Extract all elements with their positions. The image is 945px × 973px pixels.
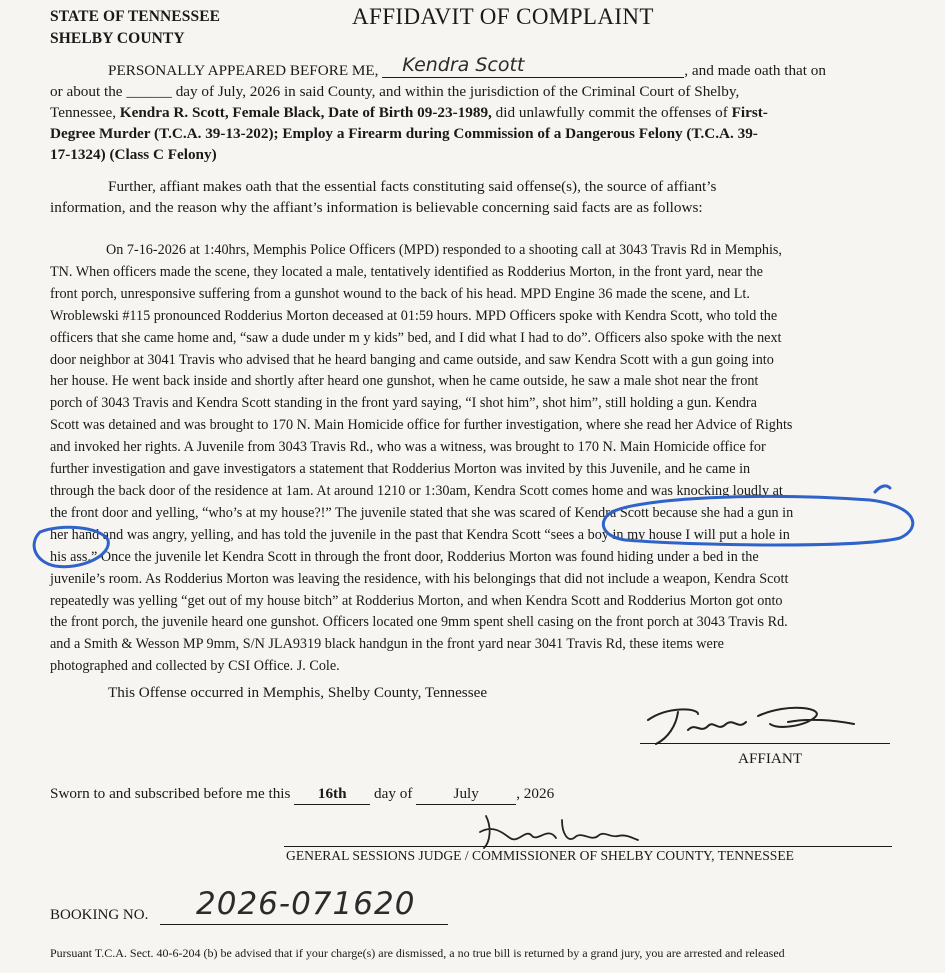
facts-line: repeatedly was yelling “get out of my house bitch” at Rodderius Morton, and when Kendra Scott and Rodderius Morton got onto [50,592,783,609]
date-jurisdiction-line: or about the ______ day of July, 2026 in said County, and within the jurisdiction of the Criminal Court of Shelby, [50,83,740,100]
appearance-suffix: , and made oath that on [684,62,826,79]
defendant-suffix: did unlawfully commit the offenses of [495,104,728,121]
facts-line: the front porch, the juvenile heard one gunshot. Officers located one 9mm spent shell casing on the front porch at 3043 Travis Rd. [50,614,788,631]
defendant-prefix: Tennessee, [50,104,116,121]
affiant-signature-line [640,743,890,744]
pen-circle-end [34,527,108,566]
facts-line: officers that she came home and, “saw a dude under m y kids” bed, and I did what I had to do”. Officers also spoke with the next [50,329,782,346]
facts-line: front porch, unresponsive suffering from a gunshot wound to the back of his head. MPD Engine 36 made the scene, and Lt. [50,285,750,302]
facts-line: her house. He went back inside and shortly after heard one gunshot, when he came outside, he saw a male shot near the front [50,373,759,390]
sworn-year: , 2026 [516,785,555,802]
facts-line: photographed and collected by CSI Office. J. Cole. [50,658,340,675]
offense-location: This Offense occurred in Memphis, Shelby County, Tennessee [108,684,488,701]
facts-line: and a Smith & Wesson MP 9mm, S/N JLA9319 black handgun in the front yard near 3041 Travis Rd, these items were [50,636,724,653]
facts-line: further investigation and gave investigators a statement that Rodderius Morton was invited by this Juvenile, and he came in [50,461,751,478]
facts-line: On 7-16-2026 at 1:40hrs, Memphis Police Officers (MPD) responded to a shooting call at 3043 Travis Rd in Memphis, [106,242,782,258]
felony-class: (Class C Felony) [109,146,217,163]
sworn-month: July [416,783,516,805]
booking-label: BOOKING NO. [50,907,149,923]
pen-circle-quote [603,496,913,545]
affiant-label: AFFIANT [738,750,803,767]
facts-line: through the back door of the residence at 1am. At around 1210 or 1:30am, Kendra Scott comes home and was knocking loudly at [50,482,783,499]
facts-line: door neighbor at 3041 Travis who advised that he heard banging and came outside, and saw Kendra Scott with a gun going into [50,351,774,368]
facts-line: his ass.” Once the juvenile let Kendra Scott in through the front door, Rodderius Morton was found hiding under a bed in the [50,548,759,565]
oath-line-1: Further, affiant makes oath that the essential facts constituting said offense(s), the source of affiant’s [108,178,717,195]
judge-signature-line [284,846,892,847]
sworn-line [50,783,554,805]
sworn-prefix: Sworn to and subscribed before me this [50,785,291,802]
appearance-prefix: PERSONALLY APPEARED BEFORE ME, [108,62,379,79]
facts-line: her hand and was angry, yelling, and has told the juvenile in the past that Kendra Scott “sees a boy in my house I will put a hole in [50,526,790,543]
charge-start: First- [731,104,768,121]
document-title: AFFIDAVIT OF COMPLAINT [352,4,654,29]
county-label: SHELBY COUNTY [50,30,185,47]
booking-number-handwritten: 2026-071620 [196,886,416,922]
affiant-name-handwritten: Kendra Scott [402,54,525,76]
charge-statute: 17-1324) [50,146,106,163]
facts-line: Wroblewski #115 pronounced Rodderius Morton deceased at 01:59 hours. MPD Officers spoke with Kendra Scott, who told the [50,307,778,324]
facts-line: juvenile’s room. As Rodderius Morton was leaving the residence, with his belongings that did not include a weapon, Kendra Scott [50,570,789,587]
pen-mark-tick [875,486,890,492]
facts-line: porch of 3043 Travis and Kendra Scott standing in the front yard saying, “I shot him”, shot him”, still holding a gun. Kendra [50,395,757,412]
facts-line: the front door and yelling, “who’s at my house?!” The juvenile stated that she was scared of Kendra Scott because she had a gun in [50,504,794,521]
sworn-day: 16th [294,783,370,805]
state-label: STATE OF TENNESSEE [50,8,221,25]
booking-line [160,924,448,925]
defendant-identity: Kendra R. Scott, Female Black, Date of Birth 09-23-1989, [119,104,492,121]
facts-line: Scott was detained and was brought to 170 N. Main Homicide office for further investigation, where she read her Advice of Rights [50,417,793,434]
charges-line: Degree Murder (T.C.A. 39-13-202); Employ a Firearm during Commission of a Dangerous Felony (T.C.A. 39- [50,125,758,142]
footer-notice: Pursuant T.C.A. Sect. 40-6-204 (b) be advised that if your charge(s) are dismissed, a no true bill is returned by a grand jury, you are arrested and released [50,946,785,960]
judge-label: GENERAL SESSIONS JUDGE / COMMISSIONER OF SHELBY COUNTY, TENNESSEE [286,848,794,863]
sworn-mid: day of [374,785,413,802]
facts-line: TN. When officers made the scene, they located a male, tentatively identified as Rodderius Morton, in the front yard, near the [50,263,763,280]
oath-line-2: information, and the reason why the affiant’s information is believable concerning said facts are as follows: [50,199,703,216]
facts-line: and invoked her rights. A Juvenile from 3043 Travis Rd., who was a witness, was brought to 170 N. Main Homicide office for [50,439,766,456]
